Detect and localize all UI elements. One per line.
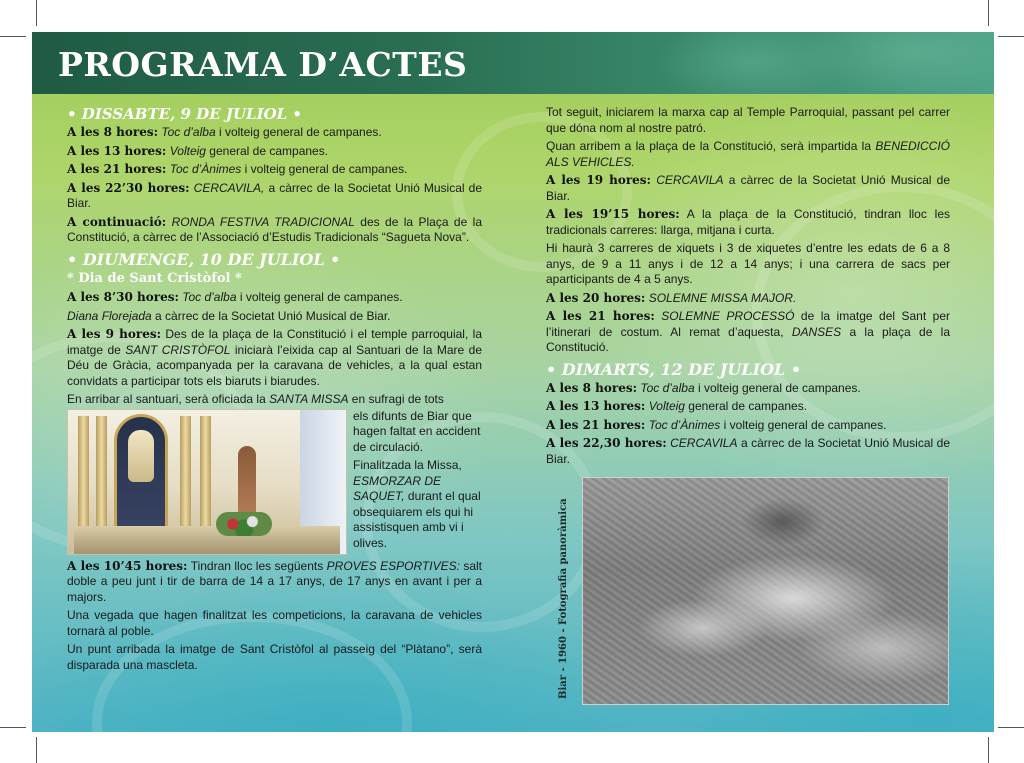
right-column (546, 105, 950, 709)
item-highlight: PROVES ESPORTIVES: (326, 558, 460, 573)
item-time: A les 13 hores: (67, 143, 167, 158)
schedule-item (546, 381, 950, 397)
item-text: iniciarà l’eixida cap al Santuari de la Mare de Déu de Gràcia, acompanyada per la caravana de vehicles, a la qual estan convidats a participar tots els biaruts i biarudes. (67, 342, 482, 388)
item-text: i volteig general de campanes. (241, 162, 408, 176)
item-text: de la imatge del Sant per l’itinerari de costum. Al remat d’aquesta, (546, 309, 950, 339)
item-text: a la plaça de la Constitució. (546, 324, 950, 354)
item-text: Quan arribem a la plaça de la Constitució, serà impartida la (546, 139, 876, 153)
item-text: a càrrec de la Societat Unió Musical de Biar. (546, 436, 950, 466)
item-highlight: Volteig (169, 143, 206, 158)
item-highlight: Diana Florejada (67, 308, 152, 323)
schedule-item (67, 162, 482, 178)
item-text: i volteig general de campanes. (236, 290, 403, 304)
schedule-item (67, 392, 482, 408)
item-highlight: SANTA MISSA (269, 392, 349, 406)
item-highlight: Toc d’Ànimes (648, 417, 721, 432)
item-highlight: ESMORZAR DE SAQUET, (353, 473, 442, 503)
item-text: a càrrec de la Societat Unió Musical de Biar. (151, 308, 391, 323)
schedule-item (67, 181, 482, 212)
day-heading-dissabte: • DISSABTE, 9 DE JULIOL • (67, 105, 303, 123)
schedule-item (546, 418, 950, 434)
item-highlight: RONDA FESTIVA TRADICIONAL (171, 214, 355, 229)
schedule-item (67, 125, 482, 141)
schedule-item (67, 290, 482, 306)
item-time: A les 13 hores: (546, 399, 646, 413)
item-time: A les 21 hores: (67, 162, 167, 176)
day-subheading: * Dia de Sant Cristòfol * (67, 270, 242, 286)
item-text: a càrrec de la Societat Unió Musical de Biar. (67, 180, 482, 210)
item-time: A les 22’30 hores: (67, 180, 190, 195)
item-text: a càrrec de la Societat Unió Musical de Biar. (546, 173, 950, 203)
crop-mark (998, 36, 1024, 37)
item-text: Tindran lloc les següents (187, 558, 327, 573)
item-highlight: CERCAVILA (656, 173, 724, 187)
item-text: En arribar al santuari, serà oficiada la (67, 392, 270, 406)
crop-mark (0, 36, 26, 37)
crop-mark (36, 0, 37, 26)
item-highlight: Volteig (648, 399, 685, 413)
crop-mark (998, 727, 1024, 728)
schedule-item (546, 436, 950, 467)
schedule-item (546, 207, 950, 238)
item-highlight: SOLEMNE PROCESSÓ (661, 309, 795, 323)
breakfast-text (353, 458, 482, 551)
schedule-item (67, 309, 482, 325)
item-highlight: CERCAVILA (670, 436, 738, 450)
schedule-item (546, 291, 950, 307)
program-page (32, 32, 994, 732)
item-highlight: SANT CRISTÒFOL (125, 342, 231, 357)
day-heading-dimarts: • DIMARTS, 12 DE JULIOL • (546, 359, 802, 379)
virgin-figure (128, 430, 154, 482)
photo-caption: Biar - 1960 - Fotografia panoràmica (558, 498, 569, 699)
aerial-town-photo (582, 477, 949, 705)
item-highlight: Toc d’alba (161, 125, 216, 139)
schedule-item (67, 144, 482, 160)
day-heading-diumenge: • DIUMENGE, 10 DE JULIOL • (67, 249, 341, 269)
left-column (67, 105, 482, 676)
item-text: Des de la plaça de la Constitució i el temple parroquial, la imatge de (67, 327, 482, 357)
item-time: A les 10’45 hores: (67, 558, 188, 573)
saint-figure (238, 446, 256, 514)
schedule-item: Un punt arribada la imatge de Sant Cristòfol al passeig del “Plàtano”, serà disparada una mascleta. (67, 642, 482, 672)
item-text: durant el qual obsequiarem els qui hi assistisquen amb vi i olives. (353, 489, 481, 550)
item-time: A les 19 hores: (546, 173, 651, 187)
crop-mark (0, 727, 26, 728)
item-highlight: SOLEMNE MISSA MAJOR. (648, 290, 797, 305)
flower-arrangement (216, 512, 272, 536)
item-text: i volteig general de campanes. (215, 125, 382, 139)
pillar-shape (78, 416, 89, 538)
item-highlight: DANSES (791, 324, 842, 339)
item-time: A les 9 hores: (67, 327, 162, 341)
pillar-shape (180, 416, 191, 538)
crop-mark (36, 737, 37, 763)
header-banner (32, 32, 994, 94)
item-highlight: Toc d’alba (640, 380, 695, 395)
crop-mark (988, 737, 989, 763)
item-time: A les 8 hores: (67, 125, 159, 139)
mass-text: els difunts de Biar que hagen faltat en accident de circulació. (353, 408, 481, 454)
schedule-item: Hi haurà 3 carreres de xiquets i 3 de xiquetes d’entre les edats de 6 a 8 anys, de 9 a 11 anys i de 12 a 14 anys; i una carrera de sacs per aparticipants de 4 a 5 anys. (546, 241, 950, 286)
altar-table (74, 526, 340, 554)
item-text: en sufragi de tots (348, 392, 444, 406)
item-time: A les 21 hores: (546, 309, 655, 323)
schedule-item (546, 309, 950, 356)
photo-side-text (353, 409, 482, 555)
item-text: general de campanes. (205, 143, 329, 158)
pillar-shape (200, 416, 211, 538)
church-interior-photo (67, 409, 347, 555)
item-text: A la plaça de la Constitució, tindran lloc les tradicionals carreres: llarga, mitjana i curta. (546, 207, 950, 237)
pillar-shape (96, 416, 107, 538)
item-highlight: BENEDICCIÓ ALS VEHICLES. (546, 139, 950, 169)
item-text: Finalitzada la Missa, (353, 458, 462, 472)
item-text: i volteig general de campanes. (694, 380, 861, 395)
schedule-item (67, 559, 482, 606)
item-time: A les 20 hores: (546, 290, 646, 305)
item-text: salt doble a peu junt i tir de barra de 14 a 17 anys, de 17 anys en avant i per a majors. (67, 558, 483, 604)
schedule-item (67, 215, 482, 246)
church-photo-block (67, 409, 482, 555)
schedule-item: Tot seguit, iniciarem la marxa cap al Temple Parroquial, passant pel carrer que dóna nom al nostre patró. (546, 105, 950, 135)
item-time: A les 22,30 hores: (546, 436, 667, 450)
schedule-item (546, 399, 950, 415)
item-time: A continuació: (67, 214, 167, 229)
item-highlight: CERCAVILA, (193, 180, 265, 195)
schedule-item (546, 139, 950, 170)
schedule-item: Una vegada que hagen finalitzat les competicions, la caravana de vehicles tornarà al poble. (67, 608, 482, 638)
schedule-item (67, 327, 482, 389)
panorama-block (546, 477, 950, 709)
schedule-item (546, 173, 950, 204)
item-highlight: Toc d’Ànimes (169, 162, 242, 176)
page-title: PROGRAMA D’ACTES (58, 45, 468, 84)
crop-mark (988, 0, 989, 26)
item-highlight: Toc d’alba (182, 290, 237, 304)
item-text: general de campanes. (684, 399, 808, 413)
item-time: A les 21 hores: (546, 417, 646, 432)
item-text: des de la Plaça de la Constitució, a càrrec de l’Associació d’Estudis Tradicionals “Sagueta Nova”. (67, 214, 483, 244)
item-time: A les 8 hores: (546, 380, 638, 395)
item-text: i volteig general de campanes. (720, 417, 887, 432)
item-time: A les 19’15 hores: (546, 207, 680, 221)
item-time: A les 8’30 hores: (67, 290, 179, 304)
